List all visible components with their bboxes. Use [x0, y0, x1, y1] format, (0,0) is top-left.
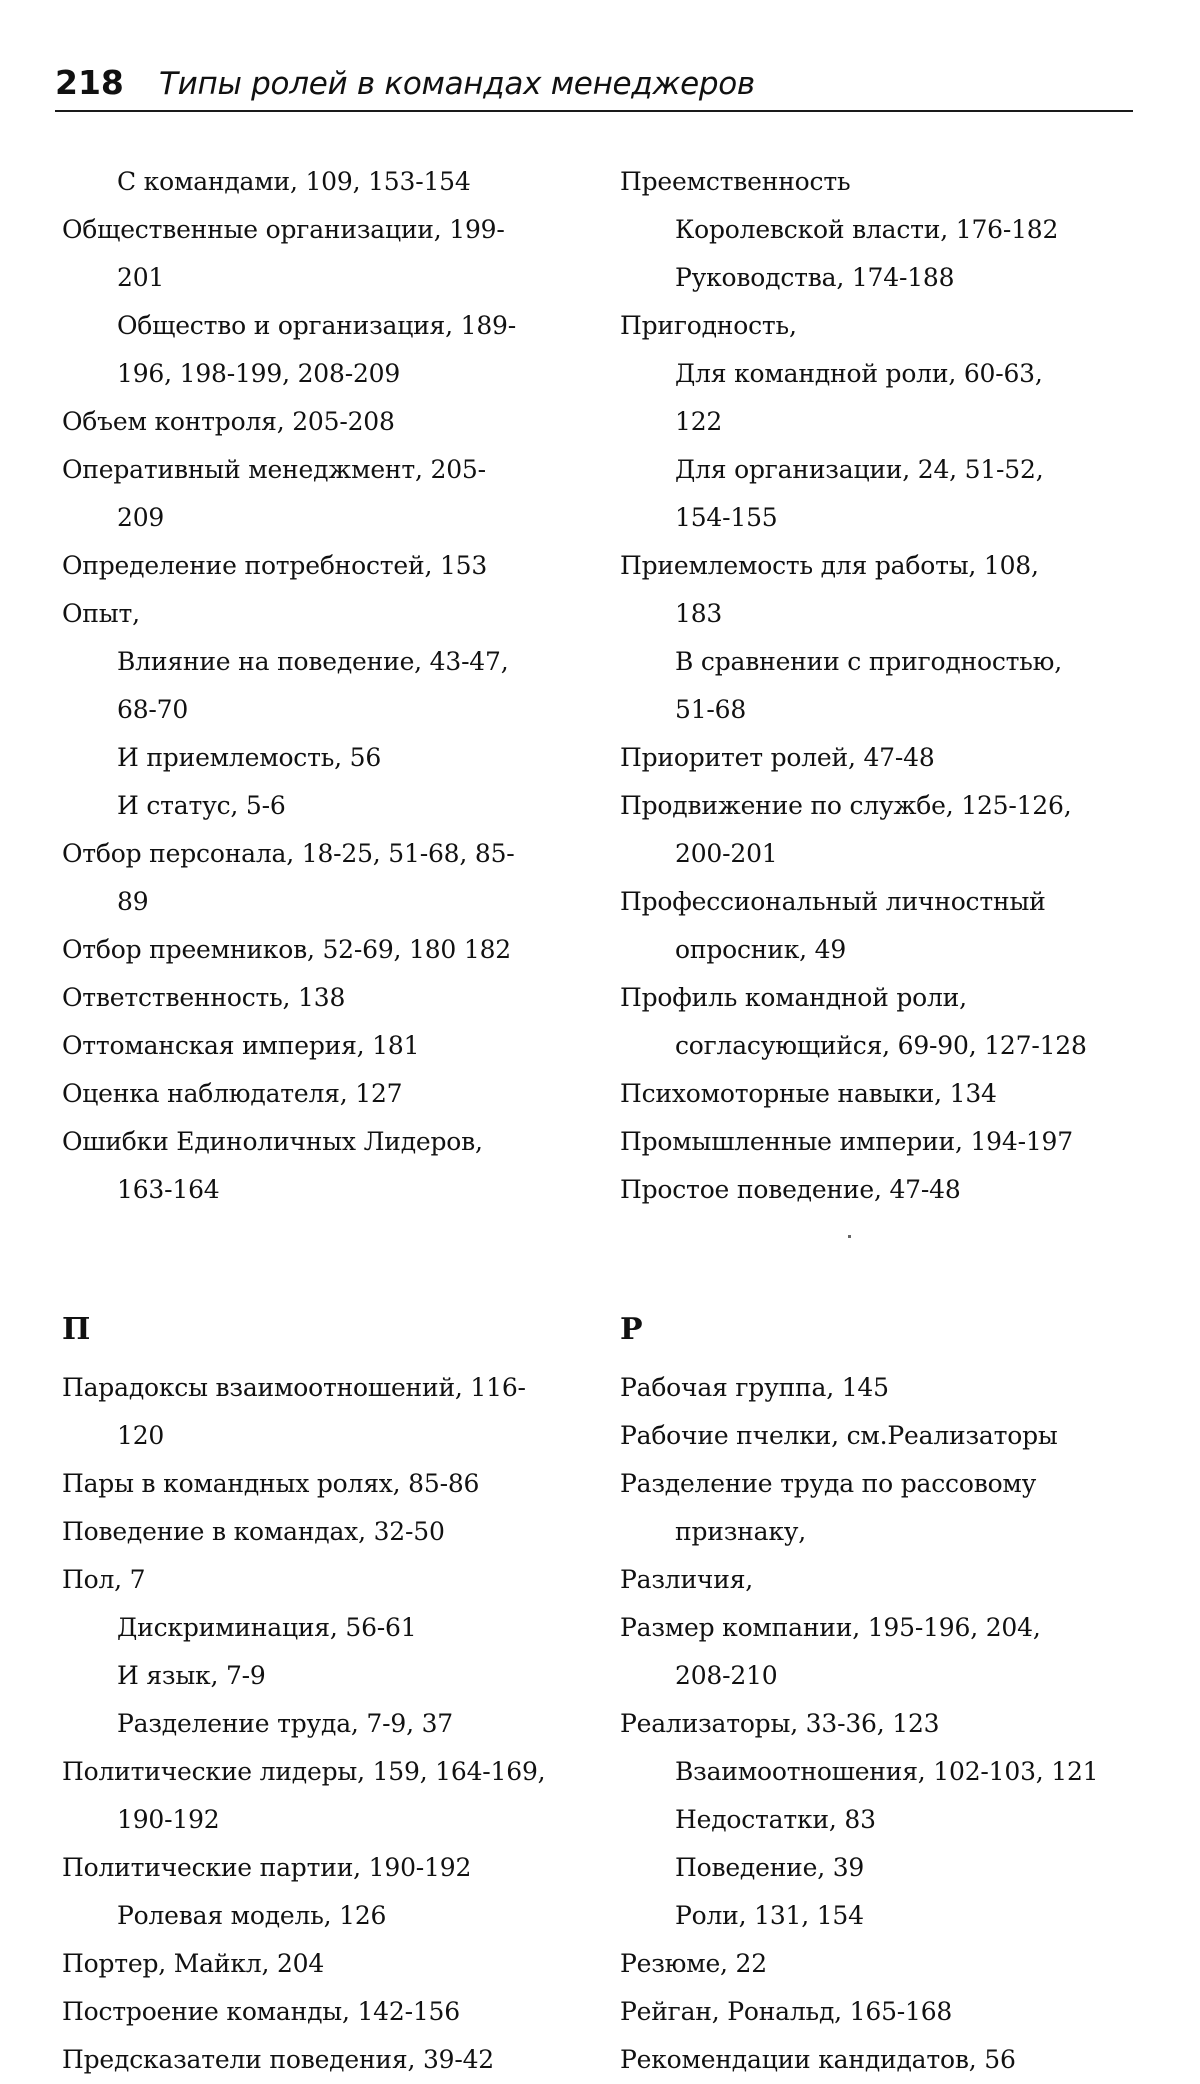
index-entry: Поведение в командах, 32-50	[62, 1517, 445, 1546]
page-header	[55, 62, 1133, 112]
index-subentry: 163-164	[117, 1175, 220, 1204]
index-subentry: И язык, 7-9	[117, 1661, 266, 1690]
index-subentry: Роли, 131, 154	[675, 1901, 864, 1930]
index-subentry: И статус, 5-6	[117, 791, 286, 820]
index-entry: Определение потребностей, 153	[62, 551, 488, 580]
index-entry: Пары в командных ролях, 85-86	[62, 1469, 480, 1498]
index-entry: Парадоксы взаимоотношений, 116-	[62, 1373, 526, 1402]
index-entry: Оперативный менеджмент, 205-	[62, 455, 486, 484]
running-title: Типы ролей в командах менеджеров	[159, 66, 755, 102]
index-subentry: 183	[675, 599, 723, 628]
index-subentry: согласующийся, 69-90, 127-128	[675, 1031, 1087, 1060]
index-entry: Психомоторные навыки, 134	[620, 1079, 997, 1108]
print-speck	[848, 1235, 851, 1238]
index-entry: Различия,	[620, 1565, 754, 1594]
index-subentry: Королевской власти, 176-182	[675, 215, 1059, 244]
index-subentry: Ролевая модель, 126	[117, 1901, 387, 1930]
page-number: 218	[55, 63, 124, 102]
index-entry: Продвижение по службе, 125-126,	[620, 791, 1072, 820]
index-entry: Отбор персонала, 18-25, 51-68, 85-	[62, 839, 515, 868]
index-subentry: 154-155	[675, 503, 778, 532]
index-entry: Оттоманская империя, 181	[62, 1031, 420, 1060]
index-entry: Разделение труда по рассовому	[620, 1469, 1037, 1498]
index-subentry: Руководства, 174-188	[675, 263, 955, 292]
section-gap	[620, 1214, 1145, 1296]
index-entry: Ответственность, 138	[62, 983, 346, 1012]
index-subentry: Разделение труда, 7-9, 37	[117, 1709, 453, 1738]
index-entry: Простое поведение, 47-48	[620, 1175, 961, 1204]
index-entry: Ошибки Единоличных Лидеров,	[62, 1127, 483, 1156]
index-subentry: 200-201	[675, 839, 778, 868]
index-entry: Промышленные империи, 194-197	[620, 1127, 1073, 1156]
index-subentry: 51-68	[675, 695, 747, 724]
index-entry: Резюме, 22	[620, 1949, 767, 1978]
index-entry: Отбор преемников, 52-69, 180 182	[62, 935, 511, 964]
index-entry: Рабочие пчелки, см.Реализаторы	[620, 1421, 1058, 1450]
index-subentry: признаку,	[675, 1517, 807, 1546]
section-letter: Р	[620, 1312, 643, 1347]
index-entry: Политические лидеры, 159, 164-169,	[62, 1757, 546, 1786]
index-column-right	[620, 158, 1145, 2084]
index-entry: Профиль командной роли,	[620, 983, 967, 1012]
index-subentry: В сравнении с пригодностью,	[675, 647, 1062, 676]
index-subentry: 190-192	[117, 1805, 220, 1834]
index-subentry: 68-70	[117, 695, 189, 724]
index-subentry: Для командной роли, 60-63,	[675, 359, 1043, 388]
index-subentry: опросник, 49	[675, 935, 847, 964]
index-entry: Политические партии, 190-192	[62, 1853, 472, 1882]
index-entry: Построение команды, 142-156	[62, 1997, 460, 2026]
index-subentry: Недостатки, 83	[675, 1805, 876, 1834]
index-subentry: Для организации, 24, 51-52,	[675, 455, 1044, 484]
index-entry: Предсказатели поведения, 39-42	[62, 2045, 495, 2074]
index-entry: Преемственность	[620, 167, 851, 196]
index-entry: Рекомендации кандидатов, 56	[620, 2045, 1016, 2074]
index-subentry: 201	[117, 263, 165, 292]
index-entry: Общественные организации, 199-	[62, 215, 505, 244]
index-subentry: Общество и организация, 189-	[117, 311, 516, 340]
index-entry: Оценка наблюдателя, 127	[62, 1079, 403, 1108]
index-entry: Пригодность,	[620, 311, 797, 340]
index-subentry: Влияние на поведение, 43-47,	[117, 647, 509, 676]
index-subentry: 120	[117, 1421, 165, 1450]
index-subentry: 89	[117, 887, 149, 916]
section-letter: П	[62, 1312, 91, 1347]
index-subentry: Дискриминация, 56-61	[117, 1613, 417, 1642]
index-column-left	[62, 158, 602, 2084]
index-subentry: 122	[675, 407, 723, 436]
index-entry: Приемлемость для работы, 108,	[620, 551, 1039, 580]
section-gap	[62, 1214, 602, 1296]
index-entry: Размер компании, 195-196, 204,	[620, 1613, 1041, 1642]
index-entry: Рейган, Рональд, 165-168	[620, 1997, 953, 2026]
index-subentry: 209	[117, 503, 165, 532]
index-entry: Приоритет ролей, 47-48	[620, 743, 935, 772]
index-entry: Профессиональный личностный	[620, 887, 1046, 916]
index-subentry: 196, 198-199, 208-209	[117, 359, 401, 388]
index-entry: Портер, Майкл, 204	[62, 1949, 325, 1978]
index-entry: Реализаторы, 33-36, 123	[620, 1709, 940, 1738]
index-entry: Объем контроля, 205-208	[62, 407, 395, 436]
index-entry: Пол, 7	[62, 1565, 146, 1594]
index-subentry: 208-210	[675, 1661, 778, 1690]
index-subentry: Поведение, 39	[675, 1853, 865, 1882]
index-subentry: С командами, 109, 153-154	[117, 167, 471, 196]
index-entry: Опыт,	[62, 599, 140, 628]
index-subentry: Взаимоотношения, 102-103, 121	[675, 1757, 1099, 1786]
index-subentry: И приемлемость, 56	[117, 743, 382, 772]
index-entry: Рабочая группа, 145	[620, 1373, 889, 1402]
